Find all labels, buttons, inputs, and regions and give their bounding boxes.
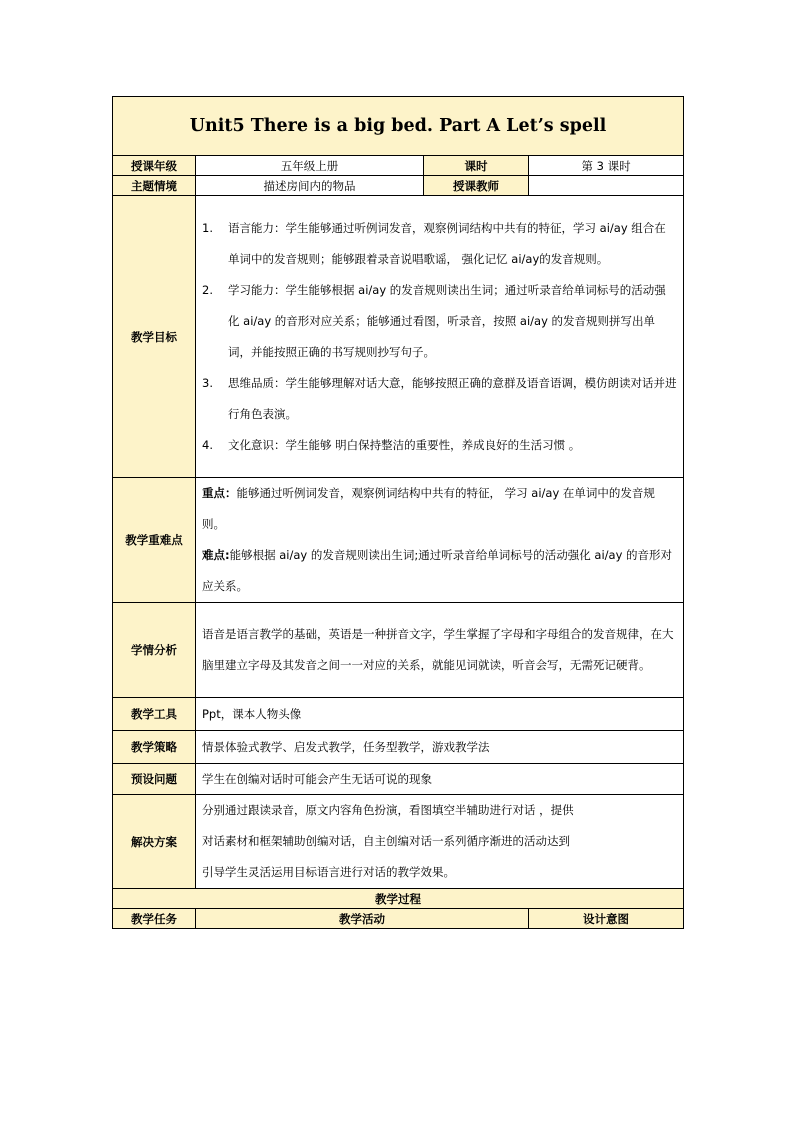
analysis-label: 学情分析 <box>113 603 196 698</box>
info-row-theme <box>113 176 684 196</box>
process-header: 教学过程 <box>113 889 684 909</box>
solutions-label: 解决方案 <box>113 795 196 889</box>
goal-number: 3. <box>202 375 213 390</box>
lesson-plan-table <box>112 96 684 929</box>
goal-text: 学习能力：学生能够根据 ai/ay 的发音规则读出生词；通过听录音给单词标号的活动强化 ai/ay 的音形对应关系；能够通过看图，听录音，按照 ai/ay 的发音规则拼写出单词，并能按照正确的书写规则抄写句子。 <box>228 282 666 359</box>
teacher-label: 授课教师 <box>424 176 529 196</box>
goals-content <box>196 196 684 478</box>
goal-item <box>202 275 677 368</box>
goal-number: 2. <box>202 282 213 297</box>
strategy-text: 情景体验式教学、启发式教学，任务型教学，游戏教学法 <box>196 731 684 764</box>
goal-item <box>202 213 677 275</box>
key-point-text: 能够通过听例词发音，观察例词结构中共有的特征， 学习 ai/ay 在单词中的发音规则。 <box>202 486 655 531</box>
strategy-row <box>113 731 684 764</box>
solutions-row <box>113 795 684 889</box>
solutions-content <box>196 795 684 889</box>
theme-label: 主题情境 <box>113 176 196 196</box>
key-points-content <box>196 478 684 603</box>
goal-number: 4. <box>202 437 213 452</box>
tools-text: Ppt，课本人物头像 <box>196 698 684 731</box>
problems-text: 学生在创编对话时可能会产生无话可说的现象 <box>196 764 684 795</box>
key-point <box>202 478 677 540</box>
grade-value: 五年级上册 <box>196 156 424 176</box>
goals-row <box>113 196 684 478</box>
analysis-text: 语音是语言教学的基础，英语是一种拼音文字，学生掌握了字母和字母组合的发音规律，在大脑里建立字母及其发音之间一一对应的关系，就能见词就读，听音会写，无需死记硬背。 <box>196 603 684 698</box>
goal-text: 文化意识：学生能够 明白保持整洁的重要性，养成良好的生活习惯 。 <box>228 437 581 452</box>
solution-line: 对话素材和框架辅助创编对话，自主创编对话一系列循序渐进的活动达到 <box>202 834 570 848</box>
lesson-title: Unit5 There is a big bed. Part A Let’s spell <box>113 97 684 156</box>
period-label: 课时 <box>424 156 529 176</box>
problems-row <box>113 764 684 795</box>
col-task-header: 教学任务 <box>113 909 196 929</box>
difficult-point-lead: 难点: <box>202 548 230 562</box>
key-point-lead: 重点： <box>202 486 237 500</box>
solution-line: 引导学生灵活运用目标语言进行对话的教学效果。 <box>202 865 455 879</box>
problems-label: 预设问题 <box>113 764 196 795</box>
period-value: 第 3 课时 <box>529 156 684 176</box>
difficult-point-text: 能够根据 ai/ay 的发音规则读出生词;通过听录音给单词标号的活动强化 ai/ay 的音形对应关系。 <box>202 548 673 593</box>
key-points-label: 教学重难点 <box>113 478 196 603</box>
difficult-point <box>202 540 677 602</box>
goal-number: 1. <box>202 220 213 235</box>
col-activity-header: 教学活动 <box>196 909 529 929</box>
goal-item <box>202 430 677 461</box>
goal-text: 思维品质：学生能够理解对话大意，能够按照正确的意群及语音语调，模仿朗读对话并进行角色表演。 <box>228 375 677 421</box>
title-row <box>113 97 684 156</box>
goal-text: 语言能力：学生能够通过听例词发音，观察例词结构中共有的特征，学习 ai/ay 组合在单词中的发音规则；能够跟着录音说唱歌谣， 强化记忆 ai/ay的发音规则。 <box>228 220 666 266</box>
teacher-value <box>529 176 684 196</box>
col-intent-header: 设计意图 <box>529 909 684 929</box>
strategy-label: 教学策略 <box>113 731 196 764</box>
solution-line: 分别通过跟读录音，原文内容角色扮演，看图填空半辅助进行对话 ，提供 <box>202 803 574 817</box>
goal-item <box>202 368 677 430</box>
analysis-row <box>113 603 684 698</box>
process-columns-row <box>113 909 684 929</box>
grade-label: 授课年级 <box>113 156 196 176</box>
key-points-row <box>113 478 684 603</box>
tools-row <box>113 698 684 731</box>
theme-value: 描述房间内的物品 <box>196 176 424 196</box>
tools-label: 教学工具 <box>113 698 196 731</box>
goals-label: 教学目标 <box>113 196 196 478</box>
info-row-grade <box>113 156 684 176</box>
process-header-row <box>113 889 684 909</box>
